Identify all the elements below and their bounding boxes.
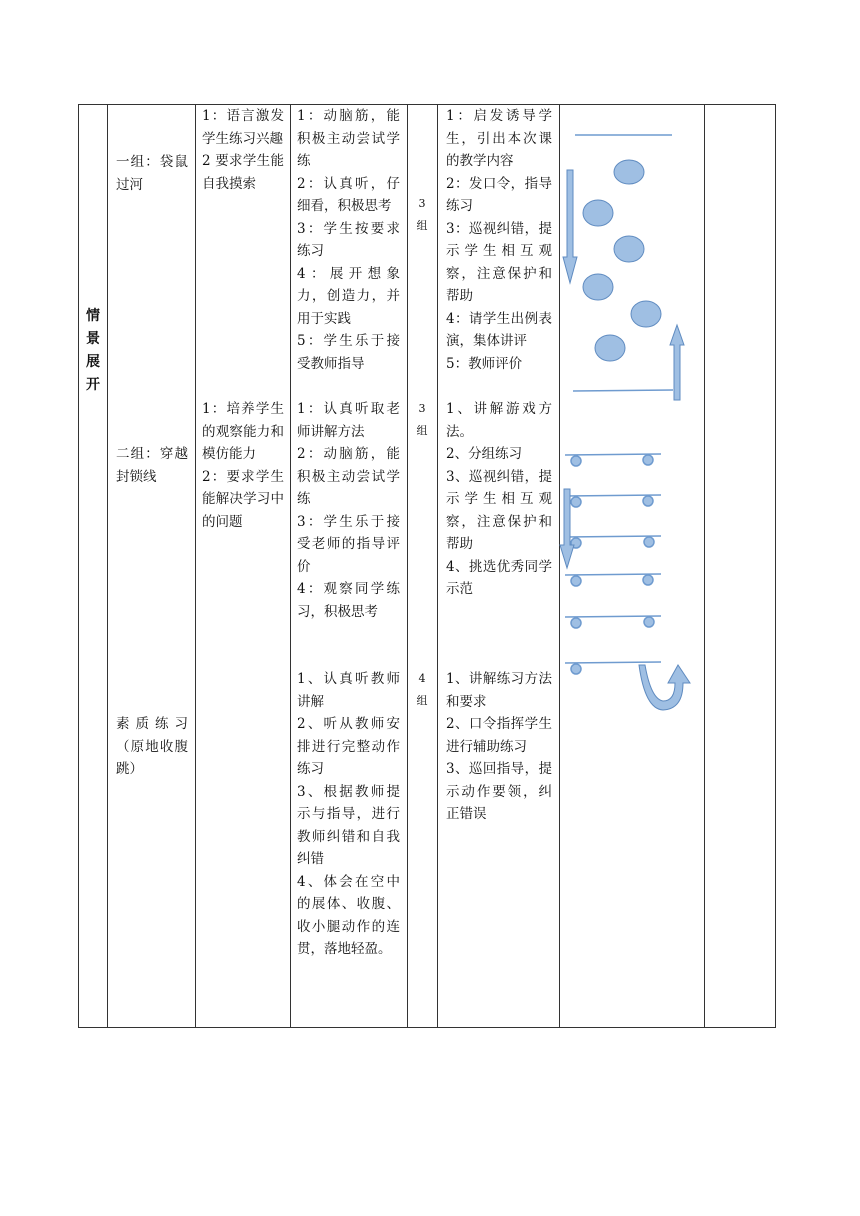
curved-arrow-icon <box>639 665 690 710</box>
col-divider <box>704 105 705 1027</box>
goals-cell: 1：培养学生的观察能力和模仿能力 2：要求学生能解决学习中的问题 <box>202 401 284 530</box>
goals-cell: 1：语言激发学生练习兴趣 2 要求学生能自我摸索 <box>202 108 284 192</box>
stepping-stone <box>595 335 625 361</box>
teacher-activity-cell: 1、讲解游戏方法。 2、分组练习 3、巡视纠错，提示学生相互观察，注意保护和帮助 4、挑选优秀同学示范 <box>446 401 552 597</box>
col-divider <box>437 105 438 1027</box>
group-count: 3 组 <box>416 402 428 437</box>
student-activity-cell: 1、认真听教师讲解 2、听从教师安排进行完整动作练习 3、根据教师提示与指导，进行教师纠错和自我纠错 4、体会在空中的展体、收腹、收小腿动作的连贯，落地轻盈。 <box>297 671 400 957</box>
blockade-lines-diagram <box>565 445 695 675</box>
activity-name: 一组：袋鼠过河 <box>116 154 188 193</box>
teacher-activity-cell: 1、讲解练习方法和要求 2、口令指挥学生进行辅助练习 3、巡回指导，提示动作要领，纠正错误 <box>446 671 552 822</box>
student-activity-cell: 1：动脑筋，能积极主动尝试学练 2：认真听，仔细看，积极思考 3：学生按要求练习 4：展开想象力，创造力，并用于实践 5：学生乐于接受教师指导 <box>297 108 400 372</box>
activity-name: 二组：穿越封锁线 <box>116 446 188 485</box>
stepping-stone <box>614 236 644 262</box>
group-count: 4 组 <box>416 672 428 707</box>
teacher-activity-cell: 1：启发诱导学生，引出本次课的教学内容 2：发口令，指导练习 3：巡视纠错，提示学生相互观察，注意保护和帮助 4：请学生出例表演，集体讲评 5：教师评价 <box>446 108 552 372</box>
col-divider <box>290 105 291 1027</box>
col-divider <box>559 105 560 1027</box>
lesson-table <box>78 104 776 1028</box>
col-divider <box>195 105 196 1027</box>
tuck-jump-diagram <box>639 663 709 723</box>
arrow-down-icon <box>563 170 577 283</box>
stepping-stone <box>631 301 661 327</box>
stepping-stone <box>583 200 613 226</box>
student-activity-cell: 1：认真听取老师讲解方法 2：动脑筋，能积极主动尝试学练 3：学生乐于接受老师的指导评价 4：观察同学练习，积极思考 <box>297 401 400 620</box>
stepping-stone <box>583 274 613 300</box>
arrow-up-icon <box>670 325 684 400</box>
activity-name: 素质练习（原地收腹跳） <box>116 716 188 777</box>
boundary-line <box>573 390 673 391</box>
section-label: 情 景 展 开 <box>86 308 100 393</box>
col-divider <box>407 105 408 1027</box>
group-count: 3 组 <box>416 197 428 232</box>
stepping-stone <box>614 160 644 184</box>
col-divider <box>107 105 108 1027</box>
kangaroo-crossing-diagram <box>565 125 695 405</box>
